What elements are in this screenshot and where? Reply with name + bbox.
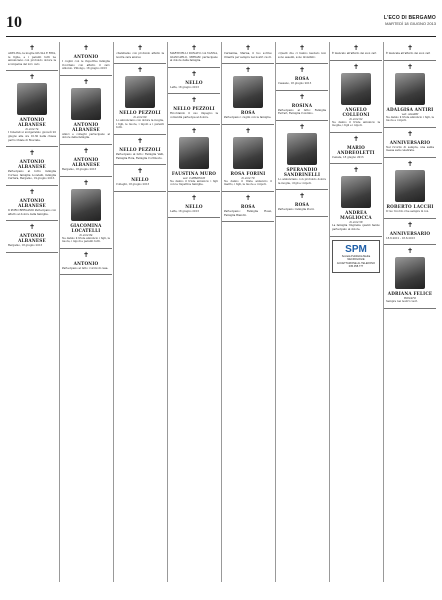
obituary-notice — [384, 245, 436, 309]
cross-icon: ✝ — [299, 192, 305, 201]
deceased-name: ANTONIO — [73, 54, 99, 59]
cross-icon: ✝ — [191, 69, 197, 78]
notice-text: È mancata all'affetto dei suoi cari — [386, 52, 431, 55]
notice-text: Colleghi, 18 giugno 2013 — [116, 183, 150, 187]
deceased-name: SPERANDIO SANDRINELLI — [283, 166, 321, 177]
deceased-name: ROSA FORINI — [230, 170, 266, 176]
obituary-notice — [114, 42, 166, 64]
obituary-notice — [168, 42, 220, 68]
notice-text: Amici e colleghi partecipano al dolore della famiglia. — [62, 132, 110, 140]
deceased-detail: di anni 84 — [79, 233, 93, 237]
column-divider — [329, 42, 330, 582]
portrait-photo — [287, 133, 317, 165]
notice-text: Partecipano: famiglia Pozzi. — [278, 208, 315, 212]
notice-text: Lo annunciano con profondo dolore la moglie, i figli e i nipoti. — [278, 177, 326, 185]
deceased-name: NELLO — [185, 79, 203, 85]
obituary-notice — [276, 91, 328, 121]
obituary-notice — [60, 145, 112, 177]
deceased-name: NELLO — [185, 203, 203, 209]
spm-advert — [332, 240, 380, 273]
publication-name: L'ECO DI BERGAMO — [383, 15, 436, 21]
notice-text: Partecipano al lutto: famiglia Cortesi, famiglia Locatelli, famiglia Carrara, Bergamo, 19 giugno 2013. — [8, 170, 56, 181]
notice-text: Bergamo, 18 giugno 2013 — [62, 167, 97, 171]
cross-icon: ✝ — [353, 166, 359, 175]
cross-icon: ✝ — [245, 193, 251, 202]
obituary-notice — [330, 133, 382, 165]
deceased-name: ANGELO COLLEONI — [342, 106, 370, 117]
notice-text: Ne danno il triste annuncio i figli con le rispettive famiglie. — [170, 179, 218, 187]
notice-text: Leffe, 18 giugno 2013 — [170, 209, 199, 213]
cross-icon: ✝ — [407, 159, 413, 168]
cross-icon: ✝ — [83, 44, 89, 52]
obituary-notice — [6, 42, 58, 71]
obituary-notice — [330, 164, 382, 236]
portrait-photo — [71, 189, 101, 221]
deceased-detail: di anni 90 — [133, 116, 147, 120]
notice-text: Partecipano: Famiglia Rossi, Famiglia Bianchi. — [224, 209, 272, 217]
notice-text: Partecipano al lutto: Famiglia Valli, Famiglia Rota, Famiglia Cortinovis. — [116, 152, 164, 160]
portrait-photo — [125, 76, 155, 108]
column-8 — [384, 42, 436, 582]
column-2 — [60, 42, 112, 582]
column-divider — [59, 42, 60, 582]
notice-text: 18.6.2012 - 18.6.2013 — [386, 236, 415, 240]
portrait-photo — [233, 76, 263, 108]
deceased-name: ROSA — [240, 110, 256, 116]
cross-icon: ✝ — [83, 250, 89, 259]
deceased-name: ROSINA — [291, 102, 313, 108]
column-6 — [276, 42, 328, 582]
deceased-name: ANTONIO — [73, 260, 99, 266]
cross-icon: ✝ — [191, 193, 197, 202]
cross-icon: ✝ — [299, 44, 305, 52]
obituary-notice — [6, 147, 58, 186]
deceased-name: ANTONIO ALBANESE — [72, 121, 100, 132]
deceased-detail: ved. AGAZZI — [401, 112, 419, 116]
deceased-name: ANTONIO ALBANESE — [18, 197, 46, 208]
deceased-name: ROSA — [294, 202, 310, 208]
obituary-notice — [168, 68, 220, 95]
portrait-photo — [341, 176, 371, 208]
spm-section: NECROLOGIE — [347, 258, 365, 262]
deceased-name: ADRIANA FELICE — [387, 291, 433, 297]
cross-icon: ✝ — [83, 178, 89, 187]
column-1 — [6, 42, 58, 582]
deceased-name: GIACOMINA LOCATELLI — [70, 222, 102, 233]
notice-text: ADELINA, la moglie GIULIA E RITA, le figlie, e i parenti tutti ne annunciano con profondo dolore la scomparsa del loro caro — [8, 52, 56, 66]
column-7 — [330, 42, 382, 582]
cross-icon: ✝ — [29, 223, 35, 232]
deceased-detail: ved. CARMINATI — [182, 176, 206, 180]
deceased-detail: di anni 58 — [349, 221, 363, 225]
spm-service: ACCETTAZIONE AL TELEFONO — [336, 261, 376, 265]
notice-text: La famiglia ringrazia quanti hanno partecipato al dolore. — [332, 224, 380, 231]
header-divider — [6, 36, 436, 37]
obituary-notice — [168, 192, 220, 219]
cross-icon: ✝ — [407, 247, 413, 256]
deceased-name: ANDREA MAGLIOCCA — [340, 210, 372, 221]
portrait-photo — [17, 83, 47, 115]
cross-icon: ✝ — [353, 44, 359, 52]
notice-text: Partecipano al lutto i vicini di casa. — [62, 266, 109, 270]
obituary-notice — [6, 221, 58, 253]
obituary-notice — [276, 42, 328, 64]
notice-text: «Quelli che ci hanno lasciato non sono assenti, sono invisibili» — [278, 52, 326, 59]
portrait-photo — [179, 137, 209, 169]
deceased-name: NELLO PEZZOLI — [173, 106, 215, 112]
obituary-notice — [384, 61, 436, 128]
column-divider — [167, 42, 168, 582]
cross-icon: ✝ — [191, 44, 197, 52]
notice-text: Il tuo ricordo vive sempre in noi. — [386, 209, 430, 213]
notice-text: Sempre nei nostri cuori. — [386, 300, 418, 304]
deceased-name: ANTONIO ALBANESE — [18, 117, 46, 128]
notice-text: Partecipano al lutto: Famiglia Ferrari, Famiglia Colombo. — [278, 108, 326, 116]
column-divider — [383, 42, 384, 582]
notice-text: Il PORO BERGAMO Partecipano con affetto al dolore della famiglia. — [8, 208, 56, 216]
obituary-notice — [60, 76, 112, 145]
deceased-name: ANNIVERSARIO — [389, 230, 431, 236]
cross-icon: ✝ — [83, 77, 89, 86]
obituary-notice — [222, 192, 274, 222]
deceased-detail: BONATO — [404, 297, 416, 301]
obituary-notice — [60, 249, 112, 276]
deceased-name: NELLO — [131, 177, 149, 183]
spm-company: Società Pubblicità Media — [341, 254, 371, 258]
notice-text: Ne danno il triste annuncio il marito, i figli, le nuore e i nipoti. — [224, 179, 272, 187]
obituary-notice — [330, 42, 382, 61]
cross-icon: ✝ — [407, 220, 413, 229]
cross-icon: ✝ — [299, 92, 305, 101]
obituary-notice — [6, 71, 58, 147]
deceased-name: ANTONIO ALBANESE — [18, 159, 46, 170]
notice-text: Partecipano i cugini con le famiglie. — [224, 116, 272, 120]
column-5 — [222, 42, 274, 582]
column-divider — [275, 42, 276, 582]
obituary-notice — [276, 190, 328, 217]
column-divider — [221, 42, 222, 582]
cross-icon: ✝ — [353, 134, 359, 143]
portrait-photo — [341, 73, 371, 105]
cross-icon: ✝ — [407, 129, 413, 138]
obituary-notice — [114, 64, 166, 135]
deceased-name: ROSA — [240, 203, 256, 209]
cross-icon: ✝ — [137, 136, 143, 145]
column-3 — [114, 42, 166, 582]
column-divider — [113, 42, 114, 582]
obituary-notice — [222, 42, 274, 64]
obituary-notice — [330, 61, 382, 133]
cross-icon: ✝ — [191, 126, 197, 135]
cross-icon: ✝ — [29, 187, 35, 196]
notice-text: «Salutiamo con profondo affetto la nostra cara amica» — [116, 52, 164, 59]
portrait-photo — [233, 137, 263, 169]
cross-icon: ✝ — [245, 126, 251, 135]
cross-icon: ✝ — [299, 66, 305, 75]
obituary-notice — [168, 125, 220, 192]
cross-icon: ✝ — [83, 146, 89, 155]
notice-text: Ne danno il triste annuncio i figli, le nuore, i nipoti e parenti tutti. — [62, 236, 110, 244]
cross-icon: ✝ — [353, 62, 359, 71]
portrait-photo — [395, 257, 425, 289]
portrait-photo — [395, 170, 425, 202]
cross-icon: ✝ — [245, 44, 251, 52]
cross-icon: ✝ — [137, 44, 143, 52]
obituary-notice — [60, 42, 112, 76]
spm-logo: SPM — [345, 243, 367, 255]
notice-text: MARTINELLI DONATO con VANNA, GIANCARLO, MIRIAM partecipano al dolore della famiglia. — [170, 52, 218, 63]
column-4 — [168, 42, 220, 582]
obituary-notice — [384, 42, 436, 61]
obituary-notice — [384, 158, 436, 219]
notice-text: Cassano, 18 giugno 2013 — [278, 82, 312, 86]
deceased-name: FAUSTINA MURO — [171, 170, 217, 176]
deceased-name: ADALGISA ANTIRI — [386, 106, 434, 112]
notice-text: Leffe, 18 giugno 2013 — [170, 85, 199, 89]
obituary-notice — [384, 128, 436, 158]
notice-text: I funerali si svolgeranno giovedì 20 giugno alle ore 10.30 nella chiesa parrocchiale di Rosciate. — [8, 131, 56, 142]
deceased-name: ANTONIO ALBANESE — [72, 156, 100, 167]
deceased-name: MARIO ANDREOLETTI — [337, 144, 375, 155]
cross-icon: ✝ — [29, 44, 35, 52]
obituary-notice — [168, 94, 220, 124]
portrait-photo — [71, 88, 101, 120]
notice-text: Cenate, 18 giugno 2013 — [332, 155, 364, 159]
notice-text: Ne danno il triste annuncio la moglie, i figli e i nipoti. — [332, 120, 380, 128]
cross-icon: ✝ — [191, 96, 197, 105]
notice-text: Ne danno il triste annuncio i figli, le nuore e i nipoti. — [386, 115, 434, 123]
notice-text: Carissima, Marisa, il tuo sorriso rimarrà per sempre nei nostri cuori. — [224, 52, 272, 59]
obituary-notice — [276, 64, 328, 91]
obituary-notice — [384, 219, 436, 246]
obituary-notice — [114, 135, 166, 165]
spm-phone: 035.358.777 — [348, 265, 364, 269]
page-header — [384, 15, 436, 26]
deceased-name: ROBERTO LACCHI — [386, 203, 434, 209]
obituary-notice — [60, 177, 112, 249]
cross-icon: ✝ — [29, 73, 35, 82]
notice-text: Nel ricordo di sempre, una santa messa sarà celebrata. — [386, 145, 434, 153]
deceased-detail: di anni 74 — [25, 128, 39, 132]
deceased-name: NELLO PEZZOLI — [119, 110, 161, 116]
portrait-photo — [395, 73, 425, 105]
deceased-detail: di anni 79 — [241, 176, 255, 180]
cross-icon: ✝ — [245, 66, 251, 75]
deceased-name: ROSA — [294, 76, 310, 82]
obituary-notice — [222, 64, 274, 125]
cross-icon: ✝ — [137, 66, 143, 75]
cross-icon: ✝ — [29, 149, 35, 158]
deceased-name: NELLO PEZZOLI — [119, 146, 161, 152]
publication-date: MARTEDÌ 18 GIUGNO 2013 — [385, 21, 436, 26]
page-number: 10 — [6, 14, 22, 31]
cross-icon: ✝ — [407, 62, 413, 71]
deceased-name: ANNIVERSARIO — [389, 139, 431, 145]
obituary-notice — [114, 165, 166, 192]
cross-icon: ✝ — [137, 167, 143, 176]
obituary-notice — [222, 125, 274, 192]
notice-text: È mancato all'affetto dei suoi cari — [332, 52, 377, 55]
notice-text: I cugini con le rispettive famiglie ricordano con affetto il caro Antonio. Villongo, 18 giugno 2013 — [62, 60, 110, 71]
notice-text: Bergamo, 18 giugno 2013 — [8, 244, 43, 248]
notice-text: Lo annunciano con dolore la moglie, i figli, le nuore, i nipoti e i parenti tutti. — [116, 119, 164, 130]
deceased-name: ANTONIO ALBANESE — [18, 233, 46, 244]
deceased-detail: di anni 92 — [349, 117, 363, 121]
obituary-notice — [6, 186, 58, 221]
notice-text: Ricordando il suo impegno la comunità partecipa al dolore. — [170, 112, 218, 119]
cross-icon: ✝ — [407, 44, 413, 52]
obituary-notice — [276, 121, 328, 190]
cross-icon: ✝ — [299, 122, 305, 131]
